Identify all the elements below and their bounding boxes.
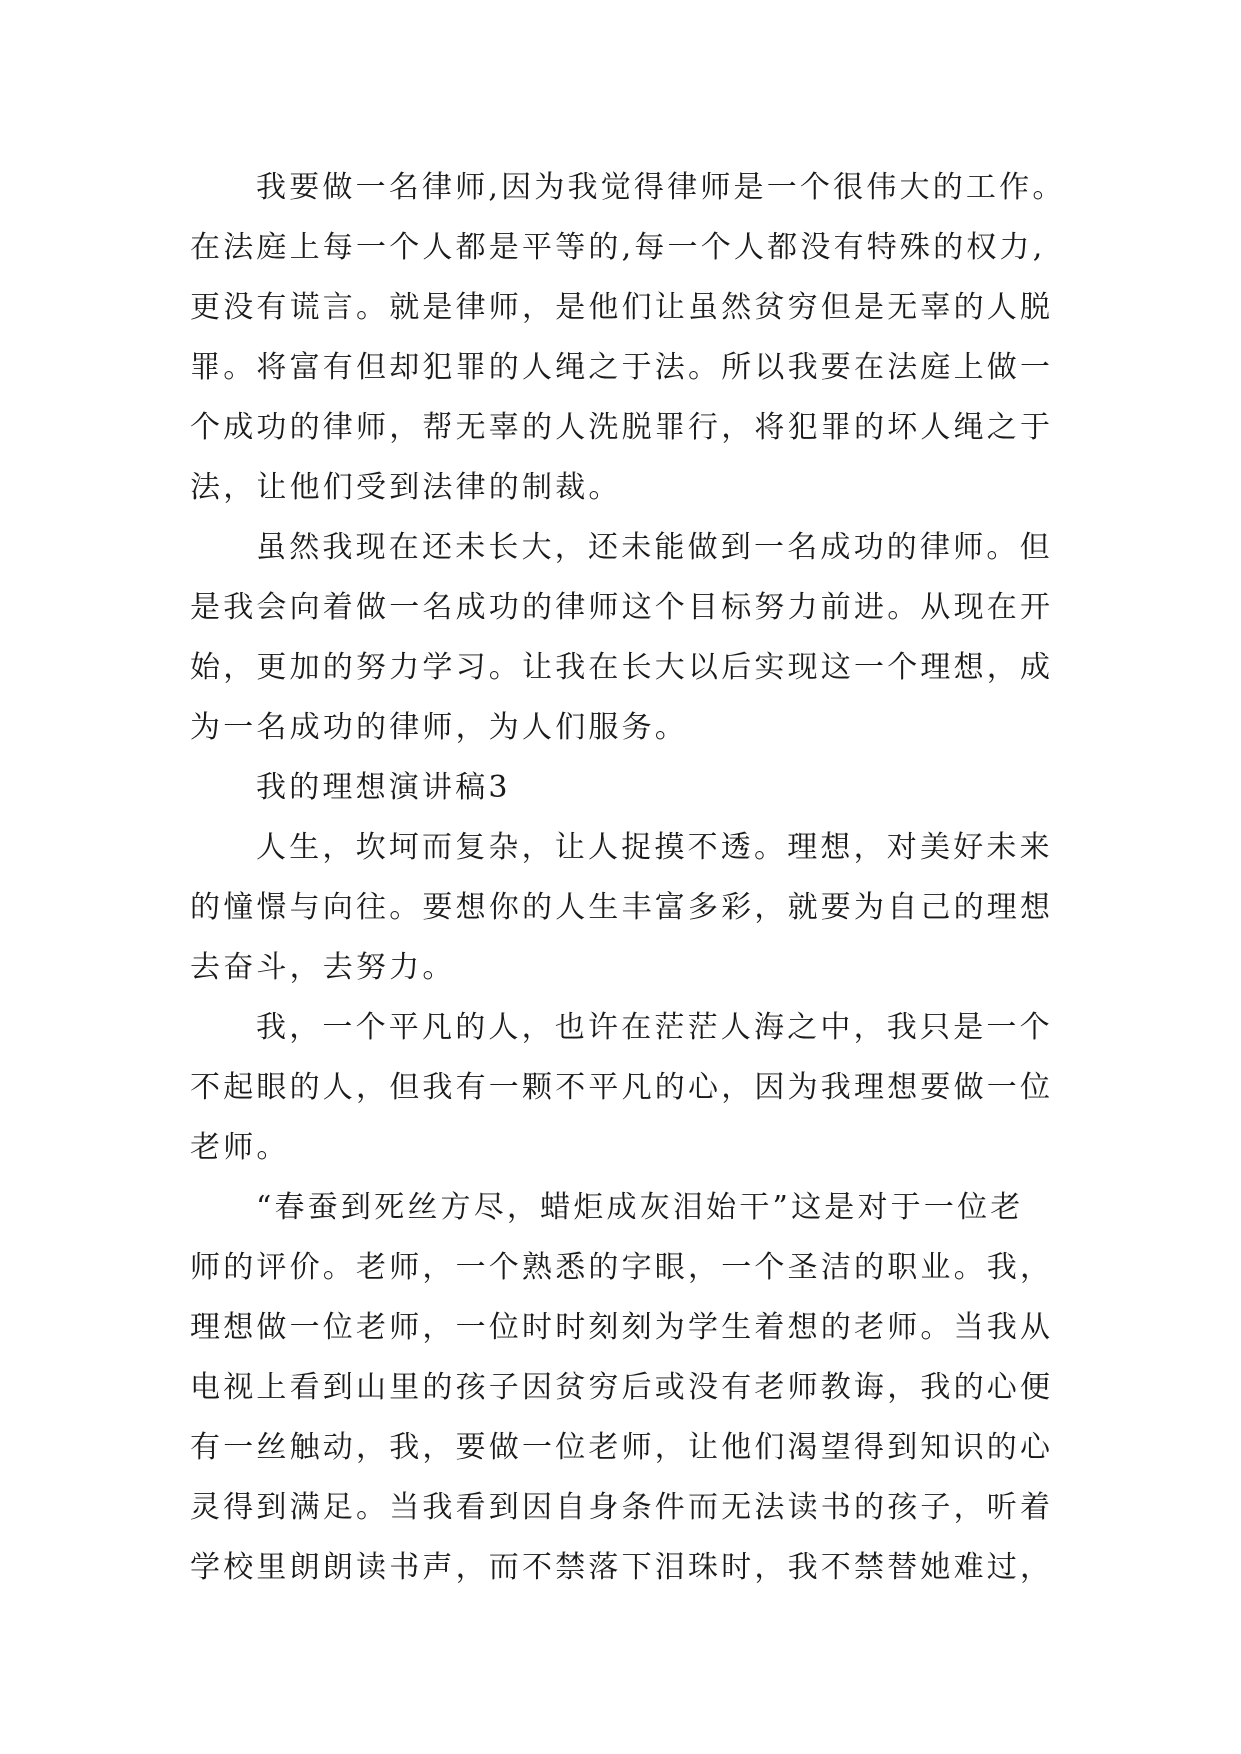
text-line: 我要做一名律师,因为我觉得律师是一个很伟大的工作。 xyxy=(256,170,1066,205)
text-line: 为一名成功的律师，为人们服务。 xyxy=(190,710,688,745)
text-line: 法，让他们受到法律的制裁。 xyxy=(190,470,622,505)
text-line: 的憧憬与向往。要想你的人生丰富多彩，就要为自己的理想 xyxy=(190,890,1054,925)
text-line: “春蚕到死丝方尽，蜡炬成灰泪始干”这是对于一位老 xyxy=(256,1190,1024,1225)
text-line: 始，更加的努力学习。让我在长大以后实现这一个理想，成 xyxy=(190,650,1054,685)
text-line: 老师。 xyxy=(190,1130,290,1165)
text-line: 个成功的律师，帮无辜的人洗脱罪行，将犯罪的坏人绳之于 xyxy=(190,410,1054,445)
text-line: 我，一个平凡的人，也许在茫茫人海之中，我只是一个 xyxy=(256,1010,1053,1045)
text-line: 电视上看到山里的孩子因贫穷后或没有老师教诲，我的心便 xyxy=(190,1370,1054,1405)
text-line: 人生，坎坷而复杂，让人捉摸不透。理想，对美好未来 xyxy=(256,830,1053,865)
text-line: 更没有谎言。就是律师，是他们让虽然贫穷但是无辜的人脱 xyxy=(190,290,1054,325)
text-line: 在法庭上每一个人都是平等的,每一个人都没有特殊的权力, xyxy=(190,230,1046,265)
text-line: 学校里朗朗读书声，而不禁落下泪珠时，我不禁替她难过， xyxy=(190,1550,1054,1585)
text-line: 灵得到满足。当我看到因自身条件而无法读书的孩子，听着 xyxy=(190,1490,1054,1525)
text-line: 虽然我现在还未长大，还未能做到一名成功的律师。但 xyxy=(256,530,1053,565)
text-line: 有一丝触动，我，要做一位老师，让他们渴望得到知识的心 xyxy=(190,1430,1054,1465)
section-heading: 我的理想演讲稿3 xyxy=(256,770,511,805)
text-line: 罪。将富有但却犯罪的人绳之于法。所以我要在法庭上做一 xyxy=(190,350,1054,385)
text-line: 去奋斗，去努力。 xyxy=(190,950,456,985)
text-line: 理想做一位老师，一位时时刻刻为学生着想的老师。当我从 xyxy=(190,1310,1054,1345)
body-text xyxy=(190,158,1070,1598)
text-line: 是我会向着做一名成功的律师这个目标努力前进。从现在开 xyxy=(190,590,1054,625)
text-line: 不起眼的人，但我有一颗不平凡的心，因为我理想要做一位 xyxy=(190,1070,1054,1105)
text-line: 师的评价。老师，一个熟悉的字眼，一个圣洁的职业。我， xyxy=(190,1250,1054,1285)
